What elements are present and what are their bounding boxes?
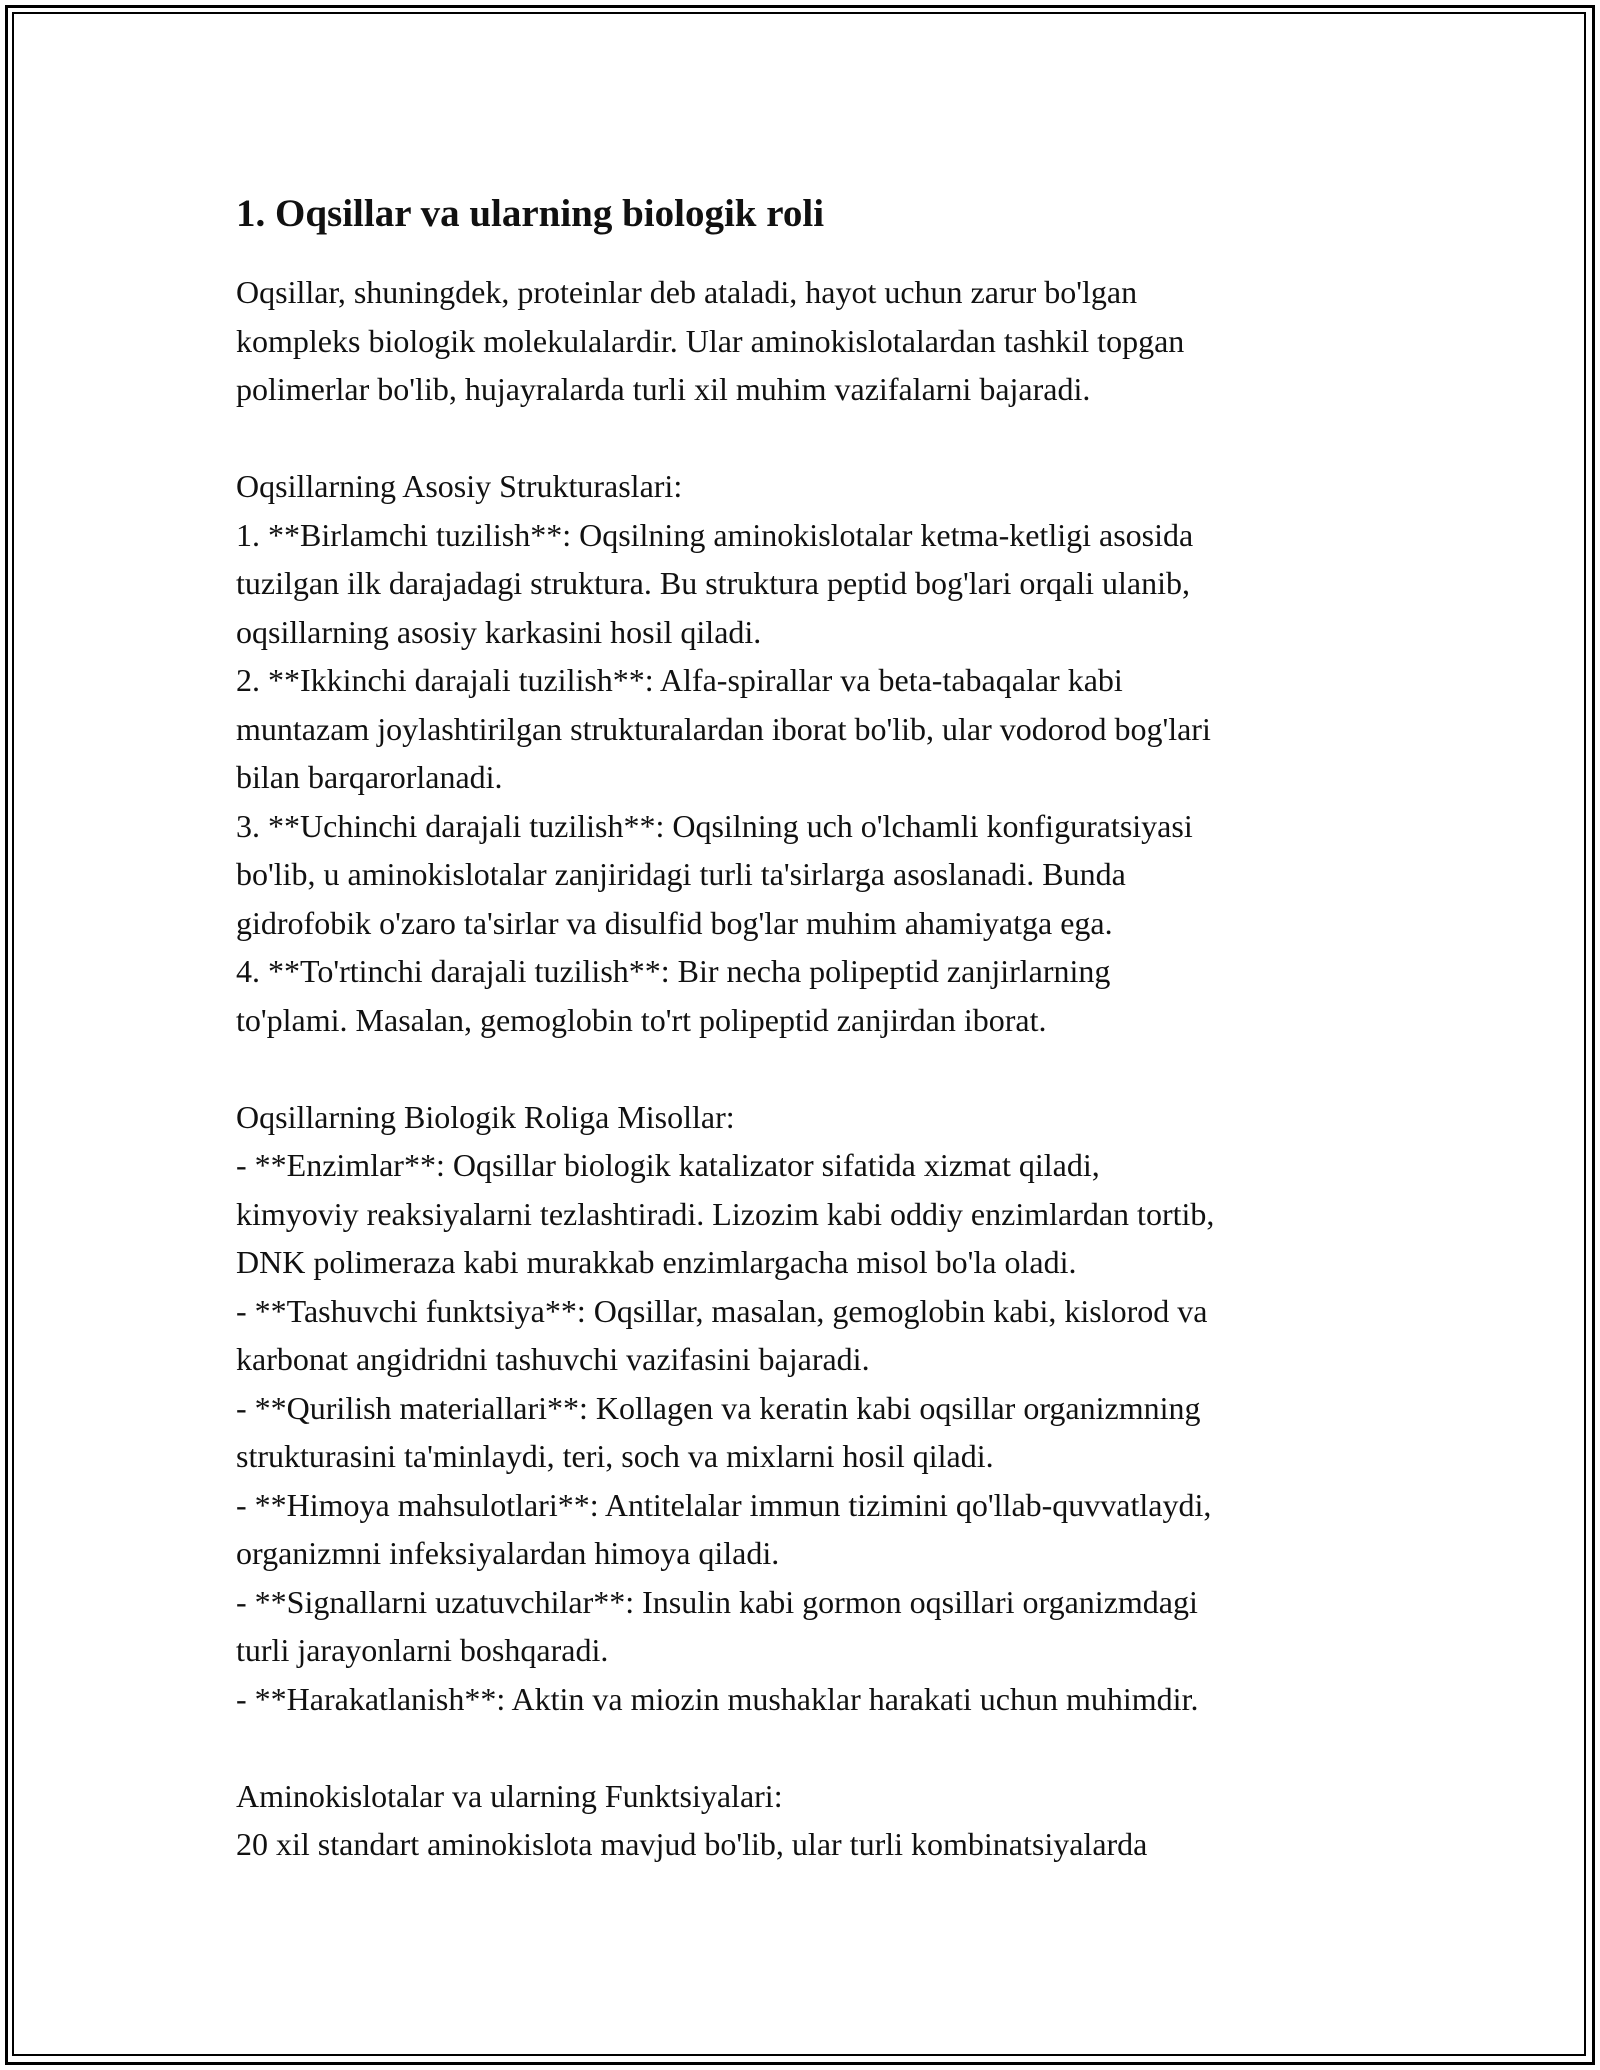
text-line: kompleks biologik molekulalardir. Ular aminokislotalardan tashkil topgan (236, 322, 1185, 359)
text-line: Oqsillarning Asosiy Strukturaslari: (236, 468, 683, 504)
document-body (236, 268, 1366, 1869)
text-line: 3. **Uchinchi darajali tuzilish**: Oqsilning uch o'lchamli konfiguratsiyasi (236, 807, 1193, 844)
text-line: tuzilgan ilk darajadagi struktura. Bu struktura peptid bog'lari orqali ulanib, (236, 565, 1190, 601)
paragraph-gap (236, 1723, 1366, 1772)
text-line: kimyoviy reaksiyalarni tezlashtiradi. Lizozim kabi oddiy enzimlardan tortib, (236, 1195, 1215, 1232)
text-line: oqsillarning asosiy karkasini hosil qiladi. (236, 613, 762, 650)
text-line: Oqsillar, shuningdek, proteinlar deb ataladi, hayot uchun zarur bo'lgan (236, 274, 1138, 310)
text-line: Aminokislotalar va ularning Funktsiyalari: (236, 1777, 783, 1814)
text-line: - **Signallarni uzatuvchilar**: Insulin kabi gormon oqsillari organizmdagi (236, 1583, 1198, 1620)
paragraph (236, 268, 1366, 414)
section-heading: 1. Oqsillar va ularning biologik roli (236, 192, 825, 235)
paragraph-gap (236, 1044, 1366, 1093)
text-line: organizmni infeksiyalardan himoya qiladi. (236, 1535, 780, 1571)
text-line: - **Tashuvchi funktsiya**: Oqsillar, masalan, gemoglobin kabi, kislorod va (236, 1292, 1208, 1329)
text-line: 4. **To'rtinchi darajali tuzilish**: Bir necha polipeptid zanjirlarning (236, 953, 1111, 989)
text-line: strukturasini ta'minlaydi, teri, soch va mixlarni hosil qiladi. (236, 1438, 994, 1474)
text-line: to'plami. Masalan, gemoglobin to'rt polipeptid zanjirdan iborat. (236, 1001, 1047, 1038)
text-line: 2. **Ikkinchi darajali tuzilish**: Alfa-spirallar va beta-tabaqalar kabi (236, 662, 1123, 698)
text-line: muntazam joylashtirilgan strukturalardan iborat bo'lib, ular vodorod bog'lari (236, 710, 1211, 747)
text-line: polimerlar bo'lib, hujayralarda turli xil muhim vazifalarni bajaradi. (236, 371, 1091, 407)
paragraph (236, 1093, 1366, 1724)
text-line: 1. **Birlamchi tuzilish**: Oqsilning aminokislotalar ketma-ketligi asosida (236, 516, 1194, 553)
document-page (236, 186, 1366, 1869)
text-line: bo'lib, u aminokislotalar zanjiridagi turli ta'sirlarga asoslanadi. Bunda (236, 856, 1126, 892)
paragraph (236, 1772, 1366, 1869)
text-line: karbonat angidridni tashuvchi vazifasini bajaradi. (236, 1341, 870, 1377)
text-line: gidrofobik o'zaro ta'sirlar va disulfid bog'lar muhim ahamiyatga ega. (236, 904, 1113, 941)
paragraph-gap (236, 414, 1366, 463)
text-line: - **Enzimlar**: Oqsillar biologik katalizator sifatida xizmat qiladi, (236, 1147, 1100, 1183)
text-line: turli jarayonlarni boshqaradi. (236, 1632, 609, 1668)
text-line: - **Harakatlanish**: Aktin va miozin mushaklar harakati uchun muhimdir. (236, 1680, 1199, 1717)
text-line: Oqsillarning Biologik Roliga Misollar: (236, 1098, 735, 1135)
text-line: DNK polimeraza kabi murakkab enzimlargacha misol bo'la oladi. (236, 1244, 1077, 1280)
text-line: bilan barqarorlanadi. (236, 759, 503, 795)
paragraph (236, 462, 1366, 1044)
text-line: - **Qurilish materiallari**: Kollagen va keratin kabi oqsillar organizmning (236, 1389, 1201, 1426)
text-line: - **Himoya mahsulotlari**: Antitelalar immun tizimini qo'llab-quvvatlaydi, (236, 1486, 1212, 1523)
text-line: 20 xil standart aminokislota mavjud bo'lib, ular turli kombinatsiyalarda (236, 1826, 1148, 1862)
